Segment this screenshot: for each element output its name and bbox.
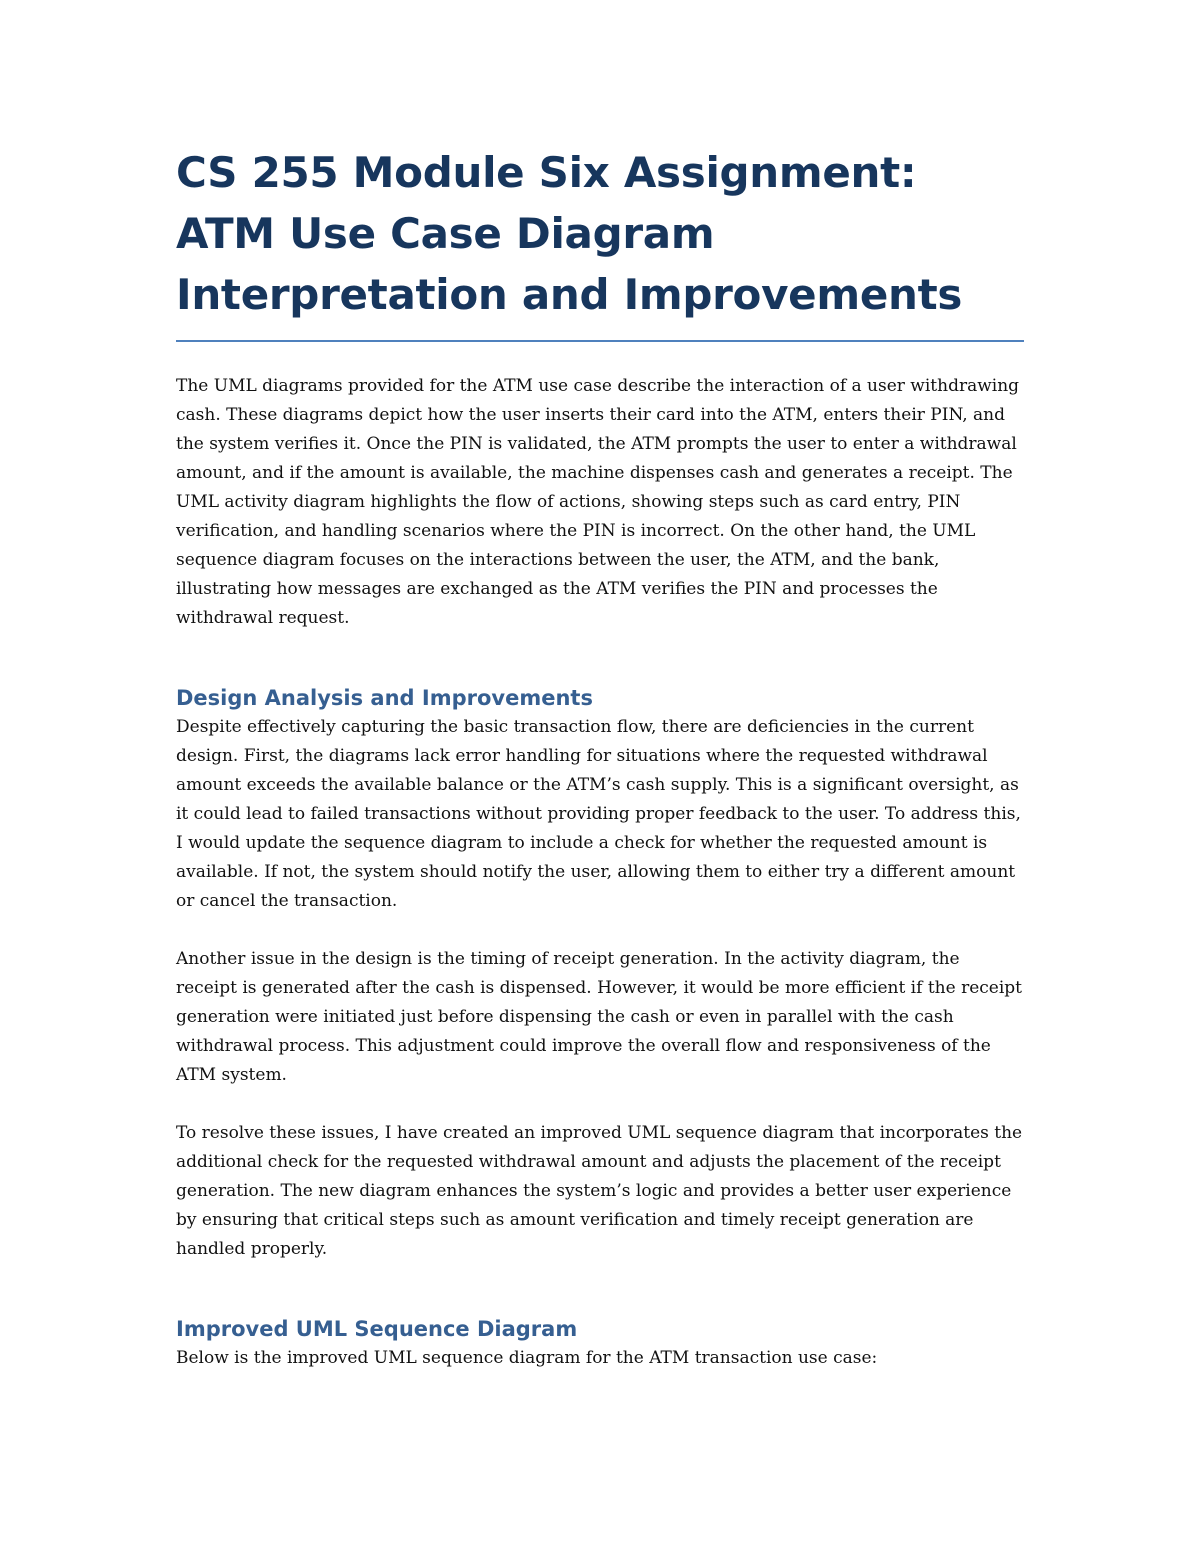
design-paragraph-3: To resolve these issues, I have created an improved UML sequence diagram that incorporates the additional check for the requested withdrawal amount and adjusts the placement of the receipt generation. The new diagram enhances the system’s logic and provides a better user experience by ensuring that critical steps such as amount verification and timely receipt generation are handled properly. bbox=[176, 1123, 1023, 1259]
diagram-intro-paragraph: Below is the improved UML sequence diagram for the ATM transaction use case: bbox=[176, 1348, 878, 1368]
design-paragraph-1: Despite effectively capturing the basic transaction flow, there are deficiencies in the current design. First, the diagrams lack error handling for situations where the requested withdrawal amount exceeds the available balance or the ATM’s cash supply. This is a significant oversight, as it could lead to failed transactions without providing proper feedback to the user. To address this, I would update the sequence diagram to include a check for whether the requested amount is available. If not, the system should notify the user, allowing them to either try a different amount or cancel the transaction. bbox=[176, 717, 1021, 911]
section-heading-improved-diagram: Improved UML Sequence Diagram bbox=[176, 1317, 578, 1341]
design-paragraph-2: Another issue in the design is the timing of receipt generation. In the activity diagram, the receipt is generated after the cash is dispensed. However, it would be more efficient if the receipt generation were initiated just before dispensing the cash or even in parallel with the cash withdrawal process. This adjustment could improve the overall flow and responsiveness of the ATM system. bbox=[176, 949, 1022, 1085]
document-page bbox=[176, 142, 1024, 1373]
intro-paragraph: The UML diagrams provided for the ATM use case describe the interaction of a user withdrawing cash. These diagrams depict how the user inserts their card into the ATM, enters their PIN, and the system verifies it. Once the PIN is validated, the ATM prompts the user to enter a withdrawal amount, and if the amount is available, the machine dispenses cash and generates a receipt. The UML activity diagram highlights the flow of actions, showing steps such as card entry, PIN verification, and handling scenarios where the PIN is incorrect. On the other hand, the UML sequence diagram focuses on the interactions between the user, the ATM, and the bank, illustrating how messages are exchanged as the ATM verifies the PIN and processes the withdrawal request. bbox=[176, 376, 1020, 628]
section-heading-design-analysis: Design Analysis and Improvements bbox=[176, 686, 593, 710]
document-title: CS 255 Module Six Assignment: ATM Use Case Diagram Interpretation and Improvements bbox=[176, 142, 1024, 342]
